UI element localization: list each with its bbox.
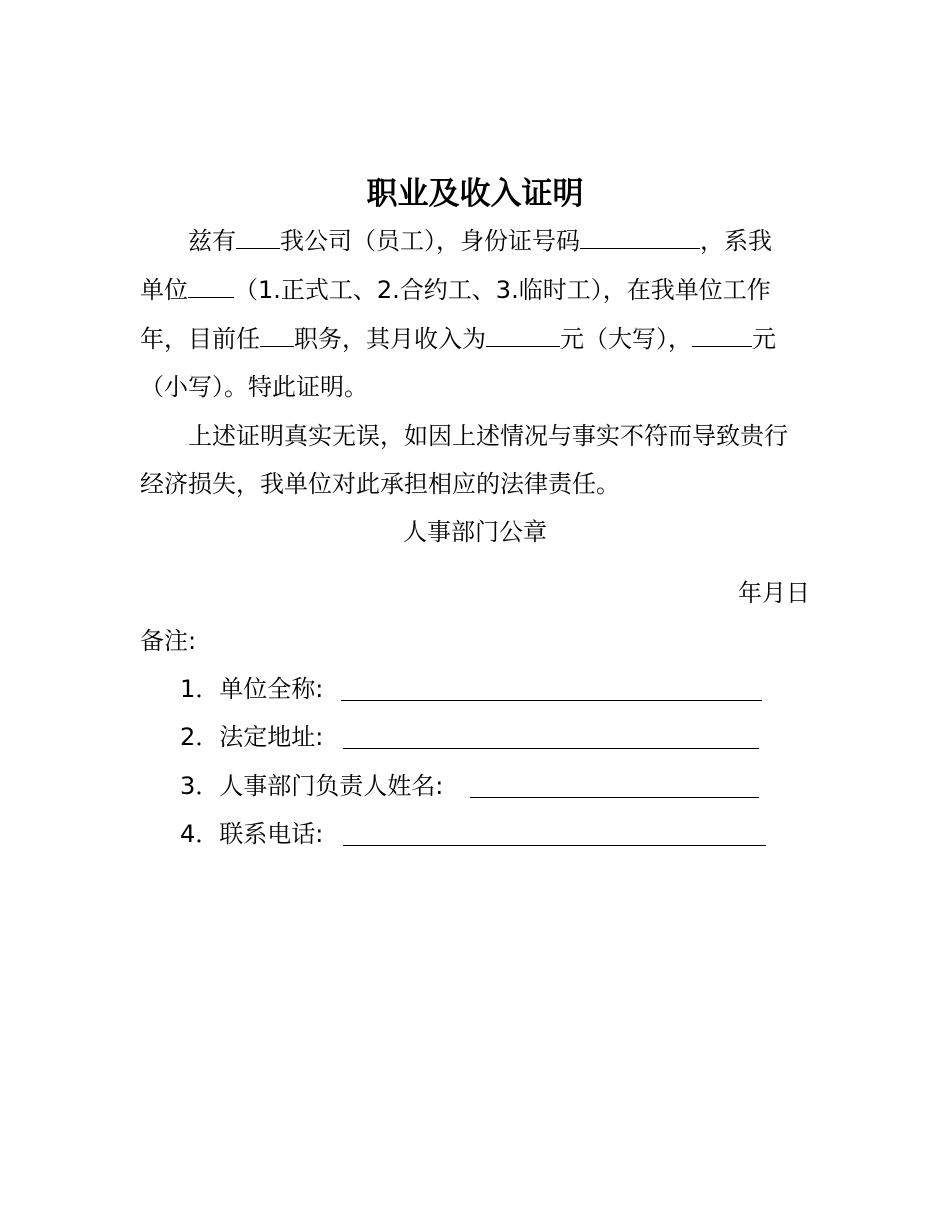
paragraph-1-line-2 xyxy=(140,275,810,305)
note-hr-head-name: 3．人事部门负责人姓名: xyxy=(180,772,444,800)
blank-employment-type[interactable] xyxy=(188,275,234,298)
text-segment: 年，目前任 xyxy=(140,325,260,353)
blank-hr-head-name[interactable] xyxy=(470,797,759,798)
paragraph-2-line-2: 经济损失，我单位对此承担相应的法律责任。 xyxy=(140,470,620,498)
text-segment: 元 xyxy=(752,325,776,353)
paragraph-1-line-3 xyxy=(140,324,810,354)
text-segment: ，系我 xyxy=(700,227,772,255)
seal-label: 人事部门公章 xyxy=(403,518,547,546)
note-unit-name: 1．单位全称: xyxy=(180,675,324,703)
text-segment: 兹有 xyxy=(188,227,236,255)
text-segment: 我公司（员工），身份证号码 xyxy=(280,227,580,255)
text-segment: 职务，其月收入为 xyxy=(294,325,486,353)
text-segment: 上述证明真实无误，如因上述情况与事实不符而导致贵行 xyxy=(188,422,788,450)
date-label: 年月日 xyxy=(738,579,810,607)
note-contact-phone: 4．联系电话: xyxy=(180,820,324,848)
blank-position[interactable] xyxy=(260,324,294,347)
note-legal-address: 2．法定地址: xyxy=(180,723,324,751)
text-segment: 单位 xyxy=(140,276,188,304)
paragraph-2-line-1 xyxy=(140,421,810,451)
blank-legal-address[interactable] xyxy=(343,748,759,749)
blank-contact-phone[interactable] xyxy=(343,845,766,846)
blank-employee-name[interactable] xyxy=(236,226,280,249)
text-segment: 元（大写）， xyxy=(560,325,692,353)
blank-income-lowercase[interactable] xyxy=(692,324,752,347)
paragraph-1-line-4: （小写）。特此证明。 xyxy=(140,373,368,401)
blank-id-number[interactable] xyxy=(580,226,700,249)
blank-unit-name[interactable] xyxy=(341,700,762,701)
paragraph-1-line-1 xyxy=(140,226,810,256)
document-title: 职业及收入证明 xyxy=(366,176,584,212)
notes-label: 备注: xyxy=(140,627,197,655)
blank-income-uppercase[interactable] xyxy=(486,324,560,347)
text-segment: （1.正式工、2.合约工、3.临时工），在我单位工作 xyxy=(234,276,771,304)
